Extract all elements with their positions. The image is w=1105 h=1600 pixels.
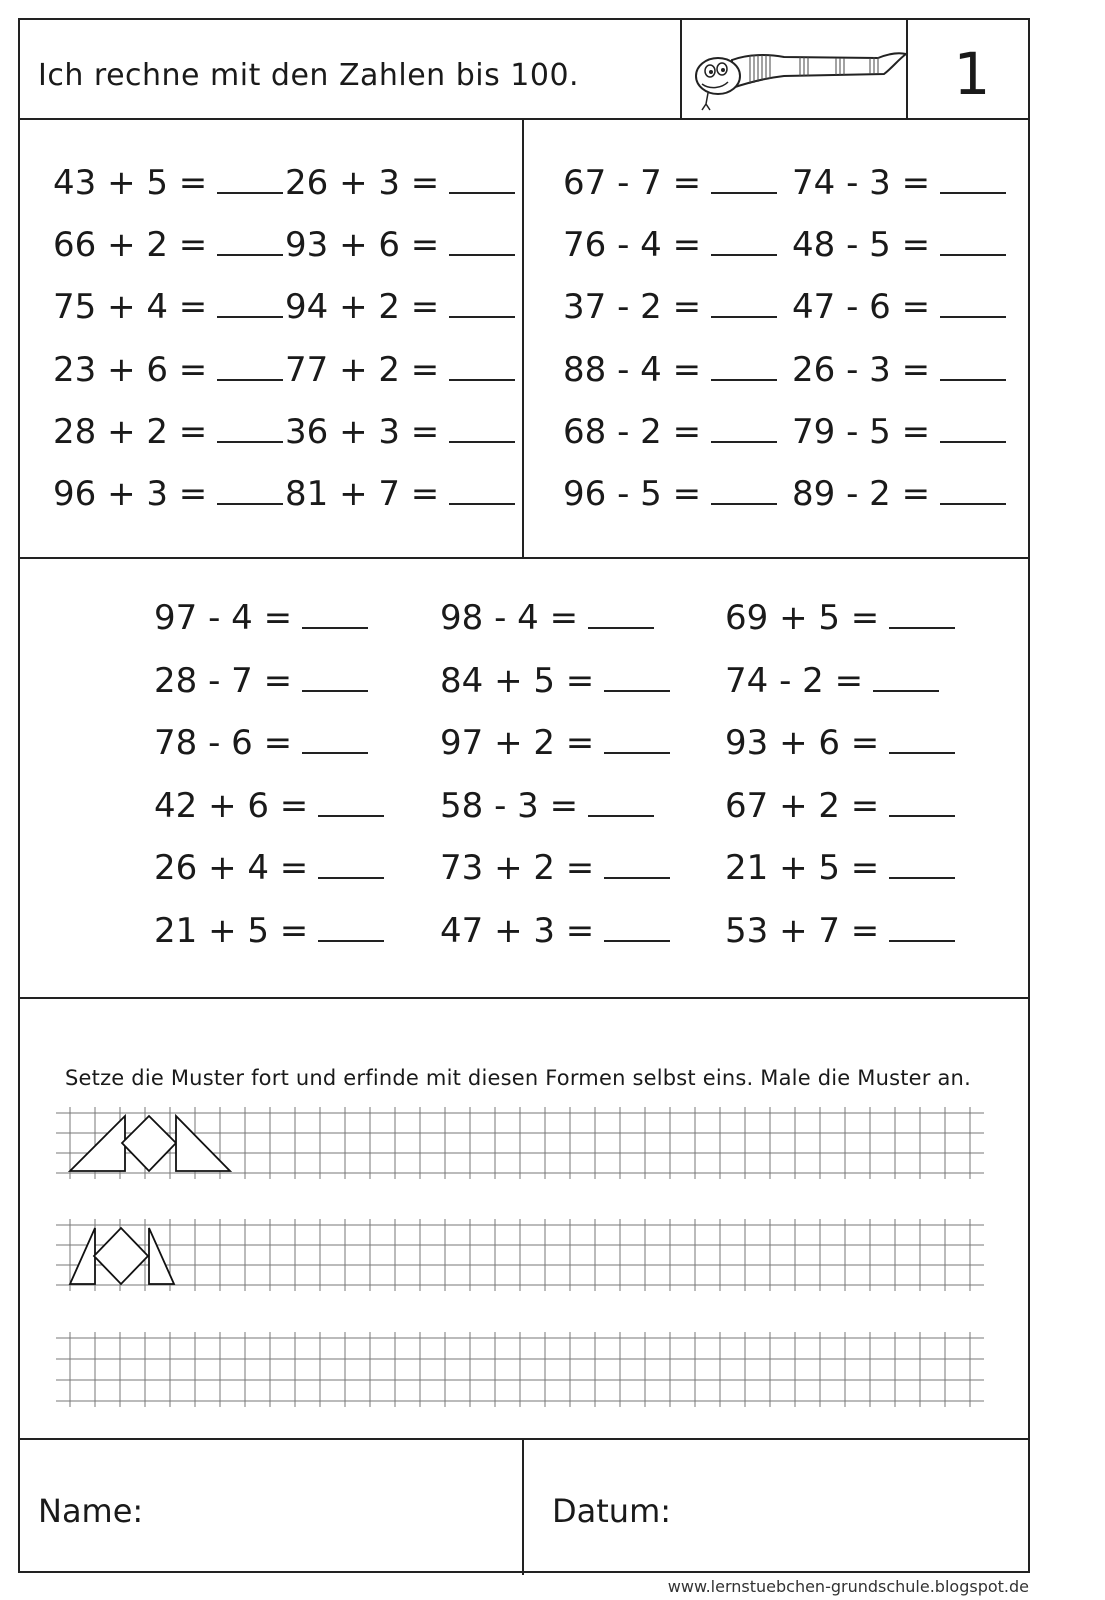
- triangle-shape: [70, 1116, 125, 1171]
- pattern-grids: [20, 20, 1028, 1571]
- exercise-text: 58 - 3 =: [440, 786, 579, 826]
- exercise-text: 97 - 4 =: [154, 598, 293, 638]
- exercise-text: 68 - 2 =: [563, 412, 702, 452]
- exercise-text: 94 + 2 =: [285, 287, 440, 327]
- exercise-text: 23 + 6 =: [53, 350, 208, 390]
- worksheet-title: Ich rechne mit den Zahlen bis 100.: [38, 58, 580, 93]
- exercise-text: 47 + 3 =: [440, 911, 595, 951]
- worksheet: [18, 18, 1030, 1573]
- exercise-text: 28 - 7 =: [154, 661, 293, 701]
- exercise-text: 36 + 3 =: [285, 412, 440, 452]
- exercise-text: 74 - 2 =: [725, 661, 864, 701]
- exercise-text: 89 - 2 =: [792, 474, 931, 514]
- diamond-shape: [122, 1116, 176, 1171]
- exercise-text: 96 + 3 =: [53, 474, 208, 514]
- pattern-instruction: Setze die Muster fort und erfinde mit diesen Formen selbst eins. Male die Muster an.: [65, 1066, 971, 1090]
- exercise-text: 43 + 5 =: [53, 163, 208, 203]
- exercise-text: 77 + 2 =: [285, 350, 440, 390]
- exercise-text: 28 + 2 =: [53, 412, 208, 452]
- exercise-text: 96 - 5 =: [563, 474, 702, 514]
- exercise-text: 26 + 3 =: [285, 163, 440, 203]
- name-label: Name:: [38, 1492, 144, 1530]
- exercise-text: 21 + 5 =: [154, 911, 309, 951]
- exercise-text: 75 + 4 =: [53, 287, 208, 327]
- exercise-text: 84 + 5 =: [440, 661, 595, 701]
- exercise-text: 78 - 6 =: [154, 723, 293, 763]
- exercise-text: 73 + 2 =: [440, 848, 595, 888]
- exercise-text: 98 - 4 =: [440, 598, 579, 638]
- exercise-text: 66 + 2 =: [53, 225, 208, 265]
- exercise-text: 93 + 6 =: [725, 723, 880, 763]
- exercise-text: 21 + 5 =: [725, 848, 880, 888]
- exercise-text: 76 - 4 =: [563, 225, 702, 265]
- exercise-text: 93 + 6 =: [285, 225, 440, 265]
- exercise-text: 67 + 2 =: [725, 786, 880, 826]
- exercise-text: 97 + 2 =: [440, 723, 595, 763]
- exercise-text: 26 + 4 =: [154, 848, 309, 888]
- exercise-text: 26 - 3 =: [792, 350, 931, 390]
- triangle-shape: [176, 1116, 230, 1171]
- exercise-text: 47 - 6 =: [792, 287, 931, 327]
- page-number: 1: [953, 40, 991, 108]
- triangle-shape: [70, 1228, 95, 1284]
- exercise-text: 37 - 2 =: [563, 287, 702, 327]
- exercise-text: 74 - 3 =: [792, 163, 931, 203]
- exercise-text: 79 - 5 =: [792, 412, 931, 452]
- exercise-text: 69 + 5 =: [725, 598, 880, 638]
- exercise-text: 88 - 4 =: [563, 350, 702, 390]
- diamond-shape: [94, 1228, 148, 1284]
- exercise-text: 48 - 5 =: [792, 225, 931, 265]
- exercise-text: 81 + 7 =: [285, 474, 440, 514]
- date-label: Datum:: [552, 1492, 672, 1530]
- exercise-text: 53 + 7 =: [725, 911, 880, 951]
- exercise-text: 67 - 7 =: [563, 163, 702, 203]
- exercise-text: 42 + 6 =: [154, 786, 309, 826]
- website-credit: www.lernstuebchen-grundschule.blogspot.de: [667, 1577, 1029, 1596]
